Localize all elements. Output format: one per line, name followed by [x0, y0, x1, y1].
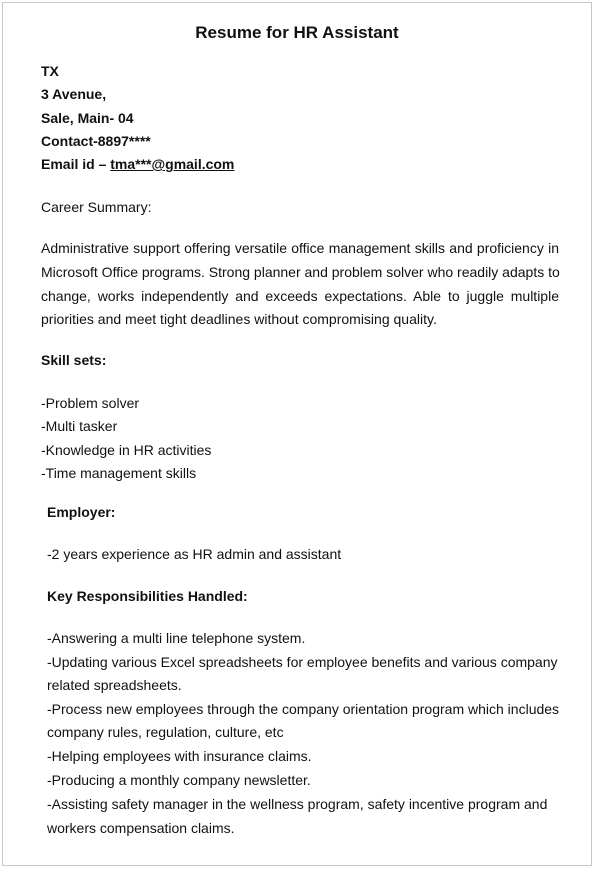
responsibility-line: -Helping employees with insurance claims. — [47, 748, 312, 764]
skill-item: -Problem solver — [41, 395, 140, 411]
responsibility-line: -Producing a monthly company newsletter. — [47, 772, 311, 788]
career-summary-line: Microsoft Office programs. Strong planner and problem solver who readily adapts to — [41, 264, 560, 280]
career-summary-line: Administrative support offering versatile office management skills and proficiency in — [41, 240, 559, 256]
resume-title: Resume for HR Assistant — [195, 23, 399, 42]
career-summary-heading: Career Summary: — [41, 199, 152, 215]
employer-heading: Employer: — [47, 504, 116, 520]
responsibility-line: workers compensation claims. — [47, 820, 235, 836]
responsibilities-heading: Key Responsibilities Handled: — [47, 588, 248, 604]
responsibility-line: -Process new employees through the company orientation program which includes — [47, 701, 560, 717]
career-summary-line: priorities and meet tight deadlines without compromising quality. — [41, 311, 437, 327]
contact-state: TX — [41, 63, 59, 79]
email-link[interactable]: tma***@gmail.com — [110, 156, 235, 172]
career-summary-line: change, works independently and exceeds expectations. Able to juggle multiple — [41, 288, 559, 304]
contact-street: 3 Avenue, — [41, 86, 107, 102]
skill-item: -Time management skills — [41, 465, 197, 481]
responsibility-line: company rules, regulation, culture, etc — [47, 724, 284, 740]
contact-city: Sale, Main- 04 — [41, 110, 134, 126]
responsibility-line: -Assisting safety manager in the wellness program, safety incentive program and — [47, 796, 548, 812]
skill-item: -Knowledge in HR activities — [41, 442, 212, 458]
resume-page — [2, 2, 592, 866]
responsibility-line: -Updating various Excel spreadsheets for employee benefits and various company — [47, 654, 558, 670]
skills-heading: Skill sets: — [41, 352, 107, 368]
contact-phone: Contact-8897**** — [41, 133, 151, 149]
email-label: Email id – — [41, 156, 111, 172]
contact-email-line — [41, 155, 234, 173]
employer-text: -2 years experience as HR admin and assistant — [47, 546, 342, 562]
skill-item: -Multi tasker — [41, 418, 118, 434]
responsibility-line: -Answering a multi line telephone system. — [47, 630, 306, 646]
responsibility-line: related spreadsheets. — [47, 677, 182, 693]
